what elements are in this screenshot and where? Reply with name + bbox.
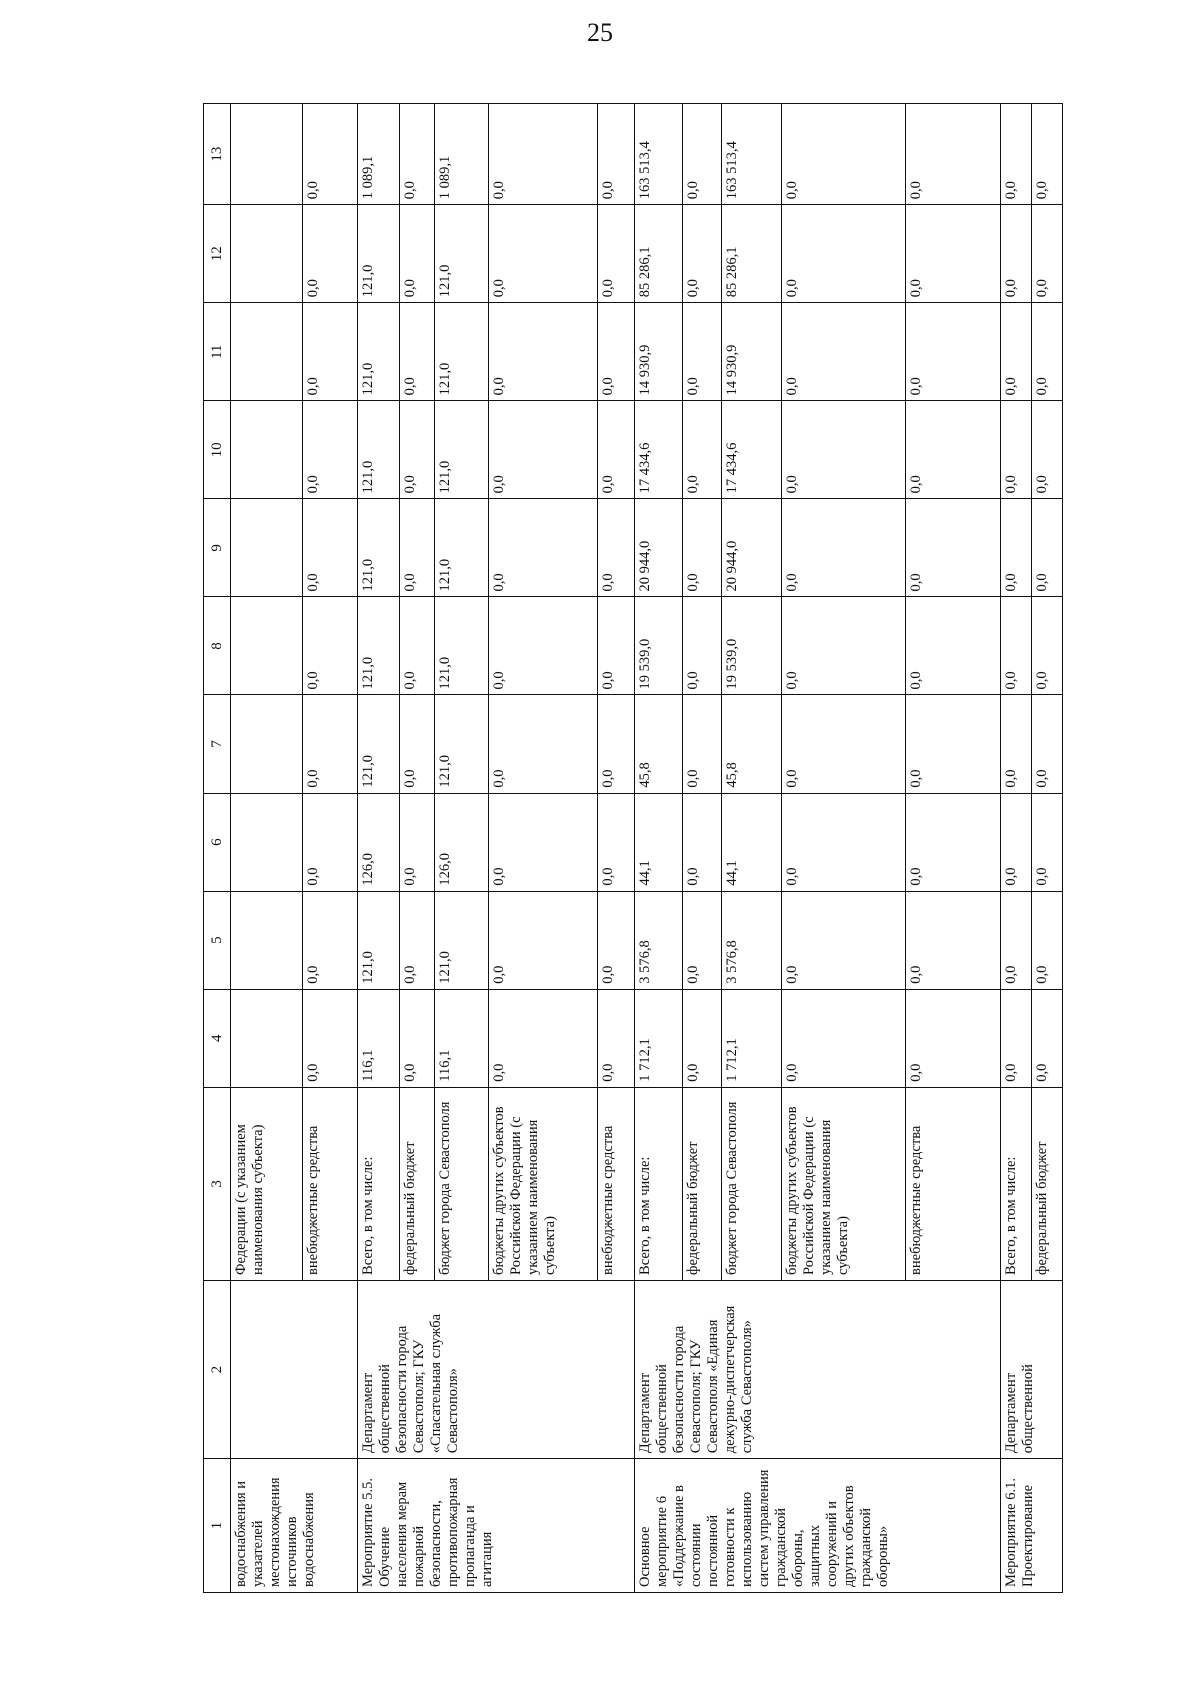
value-cell: 0,0 bbox=[1000, 401, 1031, 499]
value-cell bbox=[231, 499, 303, 597]
value-cell: 0,0 bbox=[302, 303, 357, 401]
value-cell: 17 434,6 bbox=[722, 401, 782, 499]
value-cell: 0,0 bbox=[682, 401, 722, 499]
value-cell: 121,0 bbox=[357, 303, 399, 401]
value-cell: 0,0 bbox=[1000, 597, 1031, 695]
value-cell: 0,0 bbox=[682, 891, 722, 989]
value-cell bbox=[231, 104, 303, 205]
table-row bbox=[1000, 104, 1031, 1593]
value-cell: 0,0 bbox=[302, 695, 357, 793]
column-header: 1 bbox=[204, 1459, 231, 1593]
value-cell: 45,8 bbox=[722, 695, 782, 793]
value-cell bbox=[231, 989, 303, 1087]
value-cell bbox=[231, 695, 303, 793]
table-body bbox=[231, 104, 1063, 1593]
value-cell bbox=[231, 597, 303, 695]
responsible-cell: Департамент общественной bbox=[1000, 1280, 1062, 1458]
value-cell: 0,0 bbox=[1031, 597, 1062, 695]
funding-source-cell: федеральный бюджет bbox=[1031, 1087, 1062, 1280]
value-cell: 0,0 bbox=[1000, 695, 1031, 793]
funding-source-cell: внебюджетные средства bbox=[598, 1087, 635, 1280]
value-cell: 126,0 bbox=[357, 793, 399, 891]
table-row bbox=[231, 104, 303, 1593]
value-cell: 0,0 bbox=[488, 104, 598, 205]
measure-cell: Мероприятие 5.5. Обучение населения мерам пожарной безопасности, противопожарная пропаганда и агитация bbox=[357, 1459, 634, 1593]
value-cell: 121,0 bbox=[357, 205, 399, 303]
value-cell: 116,1 bbox=[435, 989, 488, 1087]
value-cell: 3 576,8 bbox=[634, 891, 682, 989]
value-cell: 0,0 bbox=[1031, 401, 1062, 499]
value-cell: 0,0 bbox=[905, 793, 1000, 891]
column-header: 12 bbox=[204, 205, 231, 303]
value-cell: 121,0 bbox=[357, 401, 399, 499]
value-cell: 0,0 bbox=[1000, 303, 1031, 401]
value-cell: 0,0 bbox=[488, 597, 598, 695]
value-cell bbox=[231, 401, 303, 499]
value-cell: 0,0 bbox=[302, 989, 357, 1087]
value-cell: 0,0 bbox=[598, 205, 635, 303]
funding-source-cell: Всего, в том числе: bbox=[634, 1087, 682, 1280]
responsible-cell: Департамент общественной безопасности города Севастополя; ГКУ «Спасательная служба Севастополя» bbox=[357, 1280, 634, 1458]
value-cell: 0,0 bbox=[782, 989, 906, 1087]
funding-source-cell: внебюджетные средства bbox=[302, 1087, 357, 1280]
value-cell: 0,0 bbox=[598, 793, 635, 891]
value-cell: 0,0 bbox=[399, 793, 434, 891]
value-cell: 0,0 bbox=[302, 401, 357, 499]
value-cell: 0,0 bbox=[905, 401, 1000, 499]
value-cell: 0,0 bbox=[302, 205, 357, 303]
value-cell: 0,0 bbox=[399, 891, 434, 989]
value-cell: 0,0 bbox=[302, 499, 357, 597]
value-cell: 0,0 bbox=[1000, 989, 1031, 1087]
value-cell: 0,0 bbox=[905, 891, 1000, 989]
value-cell: 19 539,0 bbox=[634, 597, 682, 695]
value-cell: 0,0 bbox=[782, 597, 906, 695]
value-cell: 0,0 bbox=[399, 989, 434, 1087]
value-cell: 0,0 bbox=[905, 597, 1000, 695]
funding-source-cell: федеральный бюджет bbox=[399, 1087, 434, 1280]
value-cell: 126,0 bbox=[435, 793, 488, 891]
funding-source-cell: бюджеты других субъектов Российской Федерации (с указанием наименования субъекта) bbox=[488, 1087, 598, 1280]
measure-cell: водоснабжения и указателей местонахождения источников водоснабжения bbox=[231, 1459, 358, 1593]
value-cell: 3 576,8 bbox=[722, 891, 782, 989]
value-cell: 0,0 bbox=[1031, 989, 1062, 1087]
value-cell: 121,0 bbox=[435, 401, 488, 499]
value-cell: 0,0 bbox=[682, 597, 722, 695]
value-cell: 0,0 bbox=[1031, 205, 1062, 303]
value-cell: 0,0 bbox=[399, 401, 434, 499]
value-cell: 0,0 bbox=[488, 205, 598, 303]
column-header: 5 bbox=[204, 891, 231, 989]
value-cell: 121,0 bbox=[357, 891, 399, 989]
value-cell: 0,0 bbox=[598, 597, 635, 695]
value-cell: 44,1 bbox=[634, 793, 682, 891]
value-cell: 0,0 bbox=[782, 205, 906, 303]
funding-source-cell: бюджет города Севастополя bbox=[722, 1087, 782, 1280]
value-cell: 0,0 bbox=[682, 499, 722, 597]
value-cell: 0,0 bbox=[782, 793, 906, 891]
value-cell: 121,0 bbox=[435, 499, 488, 597]
value-cell bbox=[231, 891, 303, 989]
value-cell: 0,0 bbox=[905, 989, 1000, 1087]
value-cell: 0,0 bbox=[488, 793, 598, 891]
value-cell: 0,0 bbox=[782, 104, 906, 205]
value-cell: 0,0 bbox=[399, 597, 434, 695]
column-header: 10 bbox=[204, 401, 231, 499]
value-cell: 45,8 bbox=[634, 695, 682, 793]
value-cell: 0,0 bbox=[682, 695, 722, 793]
funding-source-cell: бюджеты других субъектов Российской Федерации (с указанием наименования субъекта) bbox=[782, 1087, 906, 1280]
responsible-cell bbox=[231, 1280, 358, 1458]
value-cell: 0,0 bbox=[1000, 205, 1031, 303]
value-cell: 85 286,1 bbox=[722, 205, 782, 303]
value-cell: 0,0 bbox=[905, 303, 1000, 401]
column-header: 7 bbox=[204, 695, 231, 793]
value-cell: 1 712,1 bbox=[722, 989, 782, 1087]
value-cell: 0,0 bbox=[1000, 104, 1031, 205]
value-cell: 20 944,0 bbox=[722, 499, 782, 597]
value-cell: 0,0 bbox=[1031, 303, 1062, 401]
value-cell: 0,0 bbox=[399, 695, 434, 793]
value-cell: 0,0 bbox=[682, 989, 722, 1087]
value-cell: 0,0 bbox=[488, 891, 598, 989]
responsible-cell: Департамент общественной безопасности города Севастополя; ГКУ Севастополя «Единая дежурно-диспетчерская служба Севастополя» bbox=[634, 1280, 1000, 1458]
value-cell: 0,0 bbox=[682, 793, 722, 891]
value-cell: 121,0 bbox=[357, 499, 399, 597]
value-cell: 0,0 bbox=[399, 205, 434, 303]
value-cell: 0,0 bbox=[488, 695, 598, 793]
value-cell bbox=[231, 793, 303, 891]
value-cell: 163 513,4 bbox=[634, 104, 682, 205]
value-cell: 0,0 bbox=[1031, 891, 1062, 989]
value-cell: 121,0 bbox=[435, 597, 488, 695]
value-cell: 0,0 bbox=[782, 401, 906, 499]
funding-source-cell: федеральный бюджет bbox=[682, 1087, 722, 1280]
financing-table bbox=[203, 103, 1063, 1593]
value-cell: 121,0 bbox=[435, 303, 488, 401]
value-cell: 0,0 bbox=[399, 104, 434, 205]
value-cell: 0,0 bbox=[1000, 499, 1031, 597]
value-cell: 0,0 bbox=[1031, 499, 1062, 597]
column-header: 3 bbox=[204, 1087, 231, 1280]
rotated-table-frame bbox=[203, 103, 1063, 1593]
value-cell: 121,0 bbox=[435, 205, 488, 303]
measure-cell: Мероприятие 6.1. Проектирование bbox=[1000, 1459, 1062, 1593]
value-cell: 121,0 bbox=[435, 695, 488, 793]
value-cell: 19 539,0 bbox=[722, 597, 782, 695]
column-header: 13 bbox=[204, 104, 231, 205]
value-cell: 44,1 bbox=[722, 793, 782, 891]
value-cell: 0,0 bbox=[302, 597, 357, 695]
value-cell: 14 930,9 bbox=[722, 303, 782, 401]
value-cell: 0,0 bbox=[302, 891, 357, 989]
value-cell: 0,0 bbox=[302, 104, 357, 205]
page-number: 25 bbox=[587, 18, 613, 47]
value-cell: 0,0 bbox=[598, 104, 635, 205]
value-cell: 0,0 bbox=[682, 205, 722, 303]
value-cell: 116,1 bbox=[357, 989, 399, 1087]
value-cell: 0,0 bbox=[488, 499, 598, 597]
funding-source-cell: Всего, в том числе: bbox=[1000, 1087, 1031, 1280]
value-cell: 0,0 bbox=[782, 303, 906, 401]
value-cell: 0,0 bbox=[399, 303, 434, 401]
measure-cell: Основное мероприятие 6 «Поддержание в состоянии постоянной готовности к использованию систем управления гражданской обороны, защитных сооружений и других объектов гражданской обороны» bbox=[634, 1459, 1000, 1593]
value-cell: 0,0 bbox=[488, 303, 598, 401]
value-cell: 1 712,1 bbox=[634, 989, 682, 1087]
value-cell: 0,0 bbox=[598, 401, 635, 499]
value-cell: 1 089,1 bbox=[357, 104, 399, 205]
value-cell: 0,0 bbox=[782, 891, 906, 989]
value-cell: 85 286,1 bbox=[634, 205, 682, 303]
funding-source-cell: Федерации (с указанием наименования субъекта) bbox=[231, 1087, 303, 1280]
value-cell: 0,0 bbox=[302, 793, 357, 891]
column-header: 4 bbox=[204, 989, 231, 1087]
value-cell: 0,0 bbox=[488, 401, 598, 499]
value-cell: 0,0 bbox=[598, 695, 635, 793]
column-header: 8 bbox=[204, 597, 231, 695]
value-cell: 121,0 bbox=[357, 597, 399, 695]
value-cell: 0,0 bbox=[1000, 793, 1031, 891]
funding-source-cell: бюджет города Севастополя bbox=[435, 1087, 488, 1280]
value-cell: 14 930,9 bbox=[634, 303, 682, 401]
column-header: 9 bbox=[204, 499, 231, 597]
value-cell: 0,0 bbox=[598, 303, 635, 401]
value-cell: 163 513,4 bbox=[722, 104, 782, 205]
value-cell: 0,0 bbox=[1031, 695, 1062, 793]
value-cell: 0,0 bbox=[682, 104, 722, 205]
value-cell: 1 089,1 bbox=[435, 104, 488, 205]
table-row bbox=[357, 104, 399, 1593]
column-header: 2 bbox=[204, 1280, 231, 1458]
value-cell: 17 434,6 bbox=[634, 401, 682, 499]
value-cell: 0,0 bbox=[905, 695, 1000, 793]
value-cell: 0,0 bbox=[488, 989, 598, 1087]
value-cell: 0,0 bbox=[1031, 104, 1062, 205]
value-cell: 0,0 bbox=[1000, 891, 1031, 989]
value-cell: 0,0 bbox=[598, 499, 635, 597]
value-cell: 0,0 bbox=[399, 499, 434, 597]
value-cell: 0,0 bbox=[905, 104, 1000, 205]
value-cell bbox=[231, 303, 303, 401]
column-header: 11 bbox=[204, 303, 231, 401]
value-cell: 0,0 bbox=[682, 303, 722, 401]
header-row bbox=[204, 104, 231, 1593]
funding-source-cell: Всего, в том числе: bbox=[357, 1087, 399, 1280]
value-cell: 0,0 bbox=[782, 695, 906, 793]
value-cell: 0,0 bbox=[905, 205, 1000, 303]
value-cell: 0,0 bbox=[1031, 793, 1062, 891]
table-row bbox=[634, 104, 682, 1593]
value-cell: 0,0 bbox=[905, 499, 1000, 597]
funding-source-cell: внебюджетные средства bbox=[905, 1087, 1000, 1280]
value-cell: 0,0 bbox=[782, 499, 906, 597]
value-cell: 121,0 bbox=[357, 695, 399, 793]
column-header: 6 bbox=[204, 793, 231, 891]
value-cell: 20 944,0 bbox=[634, 499, 682, 597]
value-cell: 0,0 bbox=[598, 891, 635, 989]
value-cell: 121,0 bbox=[435, 891, 488, 989]
value-cell bbox=[231, 205, 303, 303]
value-cell: 0,0 bbox=[598, 989, 635, 1087]
